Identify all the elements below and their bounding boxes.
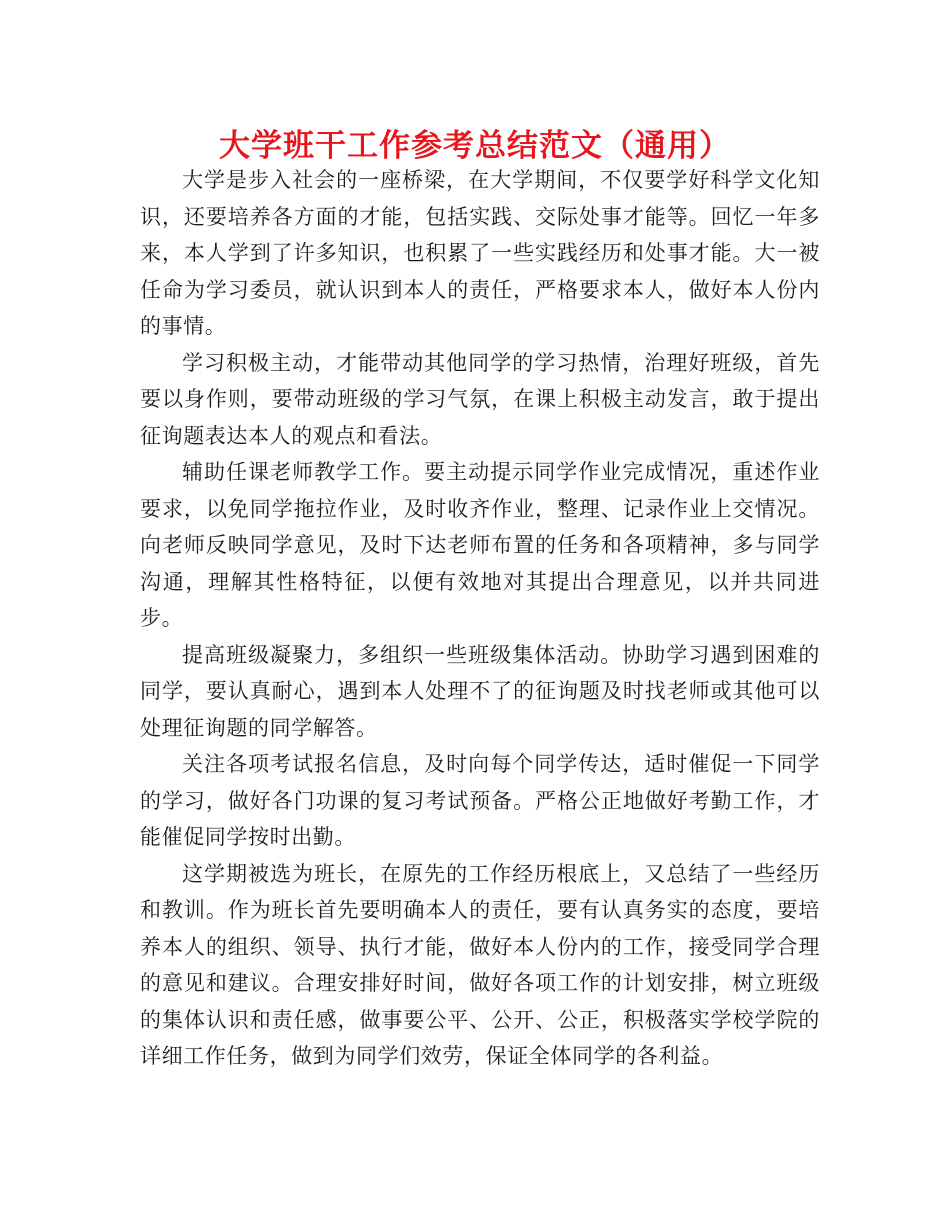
paragraph-intro: 大学是步入社会的一座桥梁，在大学期间，不仅要学好科学文化知识，还要培养各方面的才能，包括实践、交际处事才能等。回忆一年多来，本人学到了许多知识，也积累了一些实践经历和处事才能。大一被任命为学习委员，就认识到本人的责任，严格要求本人，做好本人份内的事情。 <box>140 168 820 338</box>
paragraph-assist-teacher: 辅助任课老师教学工作。要主动提示同学作业完成情况，重述作业要求，以免同学拖拉作业，及时收齐作业，整理、记录作业上交情况。向老师反映同学意见，及时下达老师布置的任务和各项精神，多与同学沟通，理解其性格特征，以便有效地对其提出合理意见，以并共同进步。 <box>140 460 820 630</box>
paragraph-study-initiative: 学习积极主动，才能带动其他同学的学习热情，治理好班级，首先要以身作则，要带动班级的学习气氛，在课上积极主动发言，敢于提出征询题表达本人的观点和看法。 <box>140 350 820 448</box>
document-body <box>140 162 820 1075</box>
paragraph-class-monitor: 这学期被选为班长，在原先的工作经历根底上，又总结了一些经历和教训。作为班长首先要明确本人的责任，要有认真务实的态度，要培养本人的组织、领导、执行才能，做好本人份内的工作，接受同学合理的意见和建议。合理安排好时间，做好各项工作的计划安排，树立班级的集体认识和责任感，做事要公平、公开、公正，积极落实学校学院的详细工作任务，做到为同学们效劳，保证全体同学的各利益。 <box>140 861 820 1068</box>
paragraph-class-cohesion: 提高班级凝聚力，多组织一些班级集体活动。协助学习遇到困难的同学，要认真耐心，遇到本人处理不了的征询题及时找老师或其他可以处理征询题的同学解答。 <box>140 642 820 740</box>
paragraph-exam-info: 关注各项考试报名信息，及时向每个同学传达，适时催促一下同学的学习，做好各门功课的复习考试预备。严格公正地做好考勤工作，才能催促同学按时出勤。 <box>140 752 820 849</box>
document-title: 大学班干工作参考总结范文（通用） <box>219 128 731 164</box>
